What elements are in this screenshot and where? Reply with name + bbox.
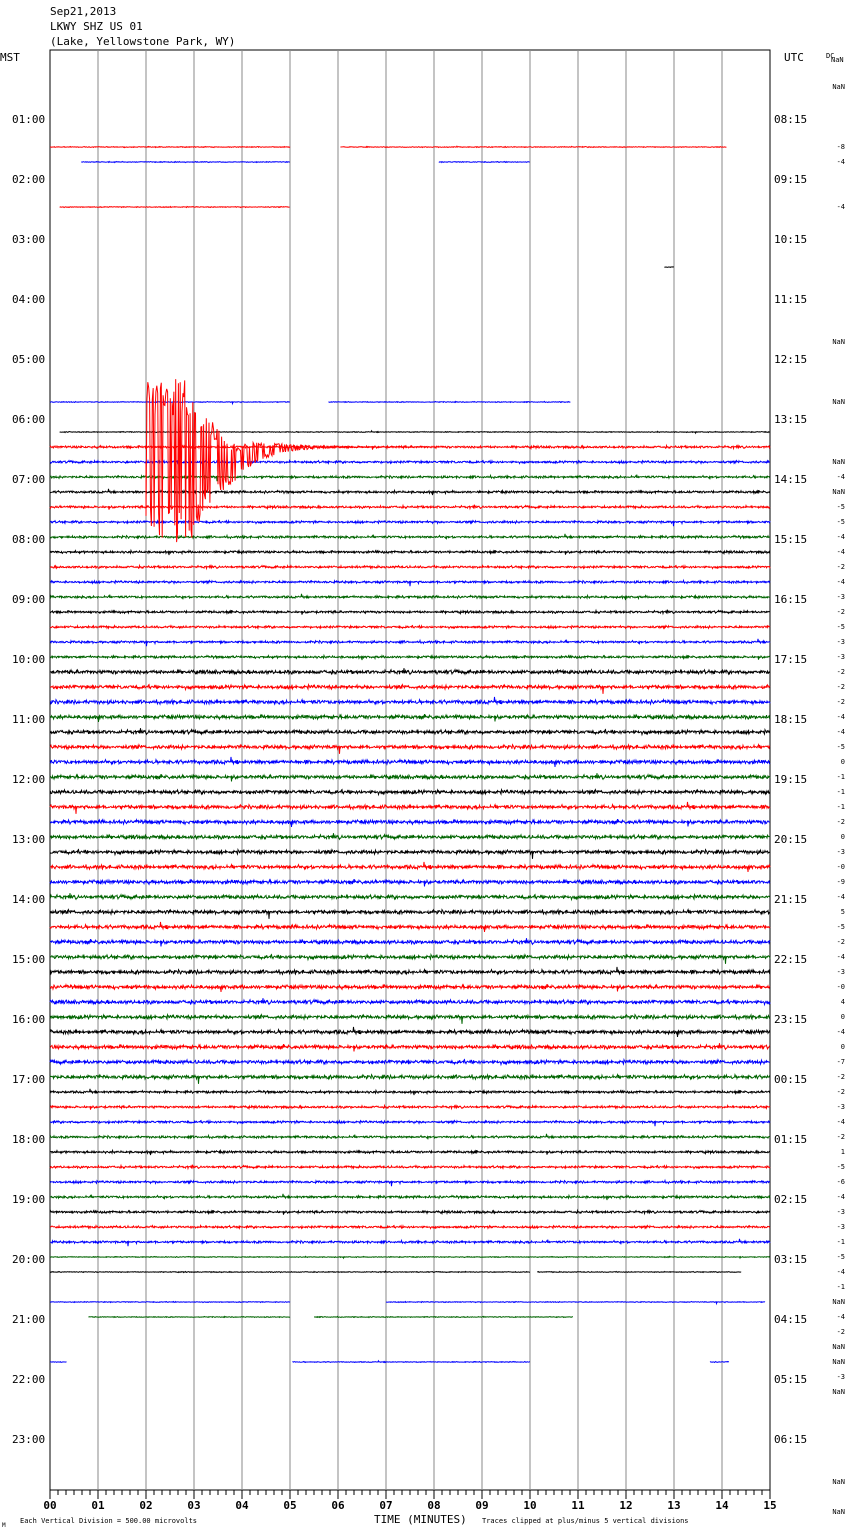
seismic-trace (50, 938, 770, 946)
seismic-trace (50, 1043, 770, 1051)
dc-offset-label: NaN (832, 1343, 845, 1351)
seismic-trace (50, 714, 770, 722)
dc-offset-label: -4 (836, 578, 845, 586)
mst-hour-label: 18:00 (12, 1133, 46, 1146)
dc-offset-label: NaN (832, 1298, 845, 1306)
mst-hour-label: 06:00 (12, 413, 46, 426)
seismic-trace (50, 521, 770, 527)
utc-hour-label: 19:15 (774, 773, 808, 786)
seismic-trace (664, 267, 674, 268)
utc-hour-label: 10:15 (774, 233, 808, 246)
dc-offset-label: NaN (832, 1388, 845, 1396)
seismic-trace (50, 802, 770, 814)
utc-hour-label: 20:15 (774, 833, 808, 846)
dc-offset-label: -5 (836, 743, 845, 751)
dc-offset-label: 0 (840, 1043, 845, 1051)
seismic-trace (60, 207, 290, 208)
dc-offset-label: -2 (836, 1088, 845, 1096)
utc-hour-label: 21:15 (774, 893, 808, 906)
dc-offset-label: NaN (832, 1358, 845, 1366)
mst-hour-label: 10:00 (12, 653, 46, 666)
dc-offset-label: 0 (840, 758, 845, 766)
utc-hour-label: 13:15 (774, 413, 808, 426)
dc-offset-label: -3 (836, 1223, 845, 1231)
chart-title-station: LKWY SHZ US 01 (50, 20, 143, 33)
seismic-trace (50, 565, 770, 569)
seismic-trace (50, 639, 770, 646)
dc-offset-label: -6 (836, 1178, 845, 1186)
dc-offset-label: -3 (836, 1208, 845, 1216)
dc-offset-label: 4 (840, 998, 845, 1006)
dc-header-sublabel: NaN (831, 56, 844, 64)
seismic-trace (50, 984, 770, 992)
dc-offset-label: -4 (836, 1118, 845, 1126)
dc-offset-label: -5 (836, 1253, 845, 1261)
dc-offset-label: -4 (836, 158, 845, 166)
dc-offset-label: -2 (836, 683, 845, 691)
mst-hour-label: 22:00 (12, 1373, 46, 1386)
dc-offset-label: -4 (836, 1028, 845, 1036)
utc-hour-label: 16:15 (774, 593, 808, 606)
utc-hour-label: 01:15 (774, 1133, 808, 1146)
seismic-trace (50, 1362, 67, 1363)
seismic-trace (50, 850, 770, 859)
x-tick-label: 15 (763, 1499, 777, 1512)
seismic-trace (328, 401, 570, 402)
x-tick-label: 13 (667, 1499, 681, 1512)
seismic-trace (50, 1121, 770, 1127)
seismic-trace (340, 146, 726, 147)
x-tick-label: 02 (139, 1499, 153, 1512)
seismic-trace (50, 697, 770, 704)
dc-offset-label: -2 (836, 1328, 845, 1336)
seismic-trace (50, 922, 770, 932)
seismic-trace (50, 955, 770, 964)
mst-hour-label: 12:00 (12, 773, 46, 786)
dc-offset-label: -0 (836, 983, 845, 991)
dc-offset-label: -1 (836, 1283, 845, 1291)
mst-hour-label: 08:00 (12, 533, 46, 546)
x-tick-label: 12 (619, 1499, 633, 1512)
dc-offset-label: -2 (836, 1073, 845, 1081)
dc-offset-label: -4 (836, 728, 845, 736)
seismic-trace (50, 862, 770, 872)
dc-offset-label: -4 (836, 533, 845, 541)
dc-offset-label: NaN (832, 458, 845, 466)
mst-hour-label: 01:00 (12, 113, 46, 126)
seismic-trace (50, 626, 770, 629)
dc-offset-label: -2 (836, 938, 845, 946)
dc-offset-label: -4 (836, 953, 845, 961)
seismic-trace (50, 790, 770, 795)
utc-hour-label: 06:15 (774, 1433, 808, 1446)
utc-hour-label: 05:15 (774, 1373, 808, 1386)
chart-title-date: Sep21,2013 (50, 5, 117, 18)
dc-offset-label: NaN (832, 1478, 845, 1486)
seismic-trace (50, 757, 770, 767)
mst-hour-label: 17:00 (12, 1073, 46, 1086)
mst-hour-label: 13:00 (12, 833, 46, 846)
dc-offset-label: -4 (836, 548, 845, 556)
seismic-trace (50, 728, 770, 734)
seismic-trace (50, 610, 770, 615)
seismic-trace (50, 1302, 290, 1303)
dc-offset-label: -3 (836, 638, 845, 646)
seismic-trace (50, 1027, 770, 1037)
seismic-trace (50, 1089, 770, 1095)
dc-offset-label: -5 (836, 518, 845, 526)
seismic-trace (60, 431, 770, 433)
seismic-trace (50, 668, 770, 674)
corner-mark: M (2, 1522, 6, 1529)
seismic-trace (50, 893, 770, 899)
seismic-trace (50, 910, 770, 919)
seismic-trace (50, 1181, 770, 1187)
dc-offset-label: -1 (836, 788, 845, 796)
seismic-trace (50, 1256, 770, 1258)
footer-clip-note: Traces clipped at plus/minus 5 vertical divisions (482, 1517, 689, 1525)
seismic-trace (50, 685, 770, 694)
utc-hour-label: 15:15 (774, 533, 808, 546)
dc-offset-label: -4 (836, 203, 845, 211)
left-timezone-label: MST (0, 51, 20, 64)
utc-hour-label: 02:15 (774, 1193, 808, 1206)
dc-offset-label: 5 (840, 908, 845, 916)
mst-hour-label: 14:00 (12, 893, 46, 906)
x-tick-label: 04 (235, 1499, 249, 1512)
seismic-trace (50, 998, 770, 1004)
dc-offset-label: -1 (836, 803, 845, 811)
x-tick-label: 06 (331, 1499, 345, 1512)
mst-hour-label: 02:00 (12, 173, 46, 186)
mst-hour-label: 20:00 (12, 1253, 46, 1266)
utc-hour-label: 03:15 (774, 1253, 808, 1266)
x-tick-label: 14 (715, 1499, 729, 1512)
mst-hour-label: 07:00 (12, 473, 46, 486)
dc-offset-label: -4 (836, 1268, 845, 1276)
seismic-trace (710, 1362, 729, 1363)
dc-offset-label: 0 (840, 833, 845, 841)
seismic-trace (50, 534, 770, 539)
seismic-trace (50, 1060, 770, 1065)
seismic-trace (50, 594, 770, 600)
utc-hour-label: 00:15 (774, 1073, 808, 1086)
x-tick-label: 05 (283, 1499, 297, 1512)
seismic-trace (50, 1150, 770, 1155)
x-tick-label: 07 (379, 1499, 393, 1512)
dc-offset-label: -5 (836, 503, 845, 511)
dc-offset-label: -4 (836, 1313, 845, 1321)
mst-hour-label: 05:00 (12, 353, 46, 366)
mst-hour-label: 04:00 (12, 293, 46, 306)
dc-offset-label: NaN (832, 398, 845, 406)
utc-hour-label: 23:15 (774, 1013, 808, 1026)
mst-hour-label: 21:00 (12, 1313, 46, 1326)
dc-offset-label: NaN (832, 338, 845, 346)
mst-hour-label: 09:00 (12, 593, 46, 606)
seismic-trace (50, 1165, 770, 1169)
seismic-trace (50, 833, 770, 839)
footer-scale-note: Each Vertical Division = 500.00 microvolts (20, 1517, 198, 1525)
dc-offset-label: -9 (836, 878, 845, 886)
utc-hour-label: 14:15 (774, 473, 808, 486)
dc-offset-label: -4 (836, 713, 845, 721)
utc-hour-label: 17:15 (774, 653, 808, 666)
seismic-trace (439, 162, 530, 163)
seismic-trace (50, 773, 770, 781)
dc-offset-label: -3 (836, 1103, 845, 1111)
dc-offset-label: -3 (836, 848, 845, 856)
mst-hour-label: 11:00 (12, 713, 46, 726)
x-tick-label: 03 (187, 1499, 201, 1512)
utc-hour-label: 22:15 (774, 953, 808, 966)
utc-hour-label: 09:15 (774, 173, 808, 186)
dc-offset-label: NaN (832, 83, 845, 91)
seismic-trace (50, 581, 770, 587)
seismic-trace (50, 1075, 770, 1084)
seismic-trace (50, 505, 770, 510)
seismic-trace (50, 967, 770, 974)
chart-title-location: (Lake, Yellowstone Park, WY) (50, 35, 236, 48)
seismic-trace (50, 745, 770, 754)
seismic-trace (50, 1134, 770, 1139)
dc-offset-label: -3 (836, 1373, 845, 1381)
mst-hour-label: 15:00 (12, 953, 46, 966)
dc-offset-label: -8 (836, 143, 845, 151)
seismic-trace (386, 1302, 765, 1304)
seismic-trace (50, 550, 770, 555)
dc-offset-label: -5 (836, 623, 845, 631)
dc-offset-label: -2 (836, 818, 845, 826)
dc-offset-label: -3 (836, 968, 845, 976)
seismic-trace (50, 1210, 770, 1215)
right-timezone-label: UTC (784, 51, 804, 64)
dc-offset-label: -2 (836, 608, 845, 616)
mst-hour-label: 23:00 (12, 1433, 46, 1446)
seismic-trace (50, 1226, 770, 1229)
dc-offset-label: 1 (840, 1148, 845, 1156)
utc-hour-label: 04:15 (774, 1313, 808, 1326)
dc-offset-label: -3 (836, 653, 845, 661)
dc-offset-label: -4 (836, 473, 845, 481)
dc-offset-label: -1 (836, 773, 845, 781)
dc-offset-label: -1 (836, 1238, 845, 1246)
dc-offset-label: -5 (836, 923, 845, 931)
dc-offset-label: -5 (836, 1163, 845, 1171)
dc-offset-label: NaN (832, 1508, 845, 1516)
dc-offset-label: -2 (836, 668, 845, 676)
dc-offset-label: -7 (836, 1058, 845, 1066)
mst-hour-label: 16:00 (12, 1013, 46, 1026)
seismic-trace (314, 1316, 573, 1317)
mst-hour-label: 03:00 (12, 233, 46, 246)
x-tick-label: 11 (571, 1499, 585, 1512)
x-tick-label: 09 (475, 1499, 489, 1512)
utc-hour-label: 08:15 (774, 113, 808, 126)
x-tick-label: 10 (523, 1499, 537, 1512)
dc-offset-label: -4 (836, 893, 845, 901)
seismic-trace (50, 1105, 770, 1110)
plot-frame (50, 50, 770, 1490)
dc-offset-label: -4 (836, 1193, 845, 1201)
dc-offset-label: NaN (832, 488, 845, 496)
dc-offset-label: -2 (836, 563, 845, 571)
seismic-trace (50, 1015, 770, 1024)
dc-offset-label: -2 (836, 1133, 845, 1141)
dc-offset-label: -2 (836, 698, 845, 706)
seismic-trace (50, 879, 770, 886)
utc-hour-label: 11:15 (774, 293, 808, 306)
seismic-trace (292, 1361, 530, 1363)
dc-offset-label: 0 (840, 1013, 845, 1021)
seismic-trace (50, 655, 770, 660)
seismic-trace (50, 819, 770, 827)
seismic-trace (50, 1239, 770, 1246)
x-tick-label: 08 (427, 1499, 441, 1512)
seismic-trace (88, 1317, 290, 1318)
dc-offset-label: -3 (836, 593, 845, 601)
dc-offset-label: -0 (836, 863, 845, 871)
x-tick-label: 00 (43, 1499, 57, 1512)
seismic-trace (81, 162, 290, 163)
dc-header-label: DC (826, 52, 835, 60)
x-axis-title: TIME (MINUTES) (374, 1513, 467, 1526)
mst-hour-label: 19:00 (12, 1193, 46, 1206)
seismic-trace (50, 1194, 770, 1200)
seismic-trace (537, 1272, 741, 1273)
earthquake-trace (146, 379, 439, 542)
x-tick-label: 01 (91, 1499, 105, 1512)
seismic-trace (50, 147, 290, 148)
utc-hour-label: 18:15 (774, 713, 808, 726)
utc-hour-label: 12:15 (774, 353, 808, 366)
